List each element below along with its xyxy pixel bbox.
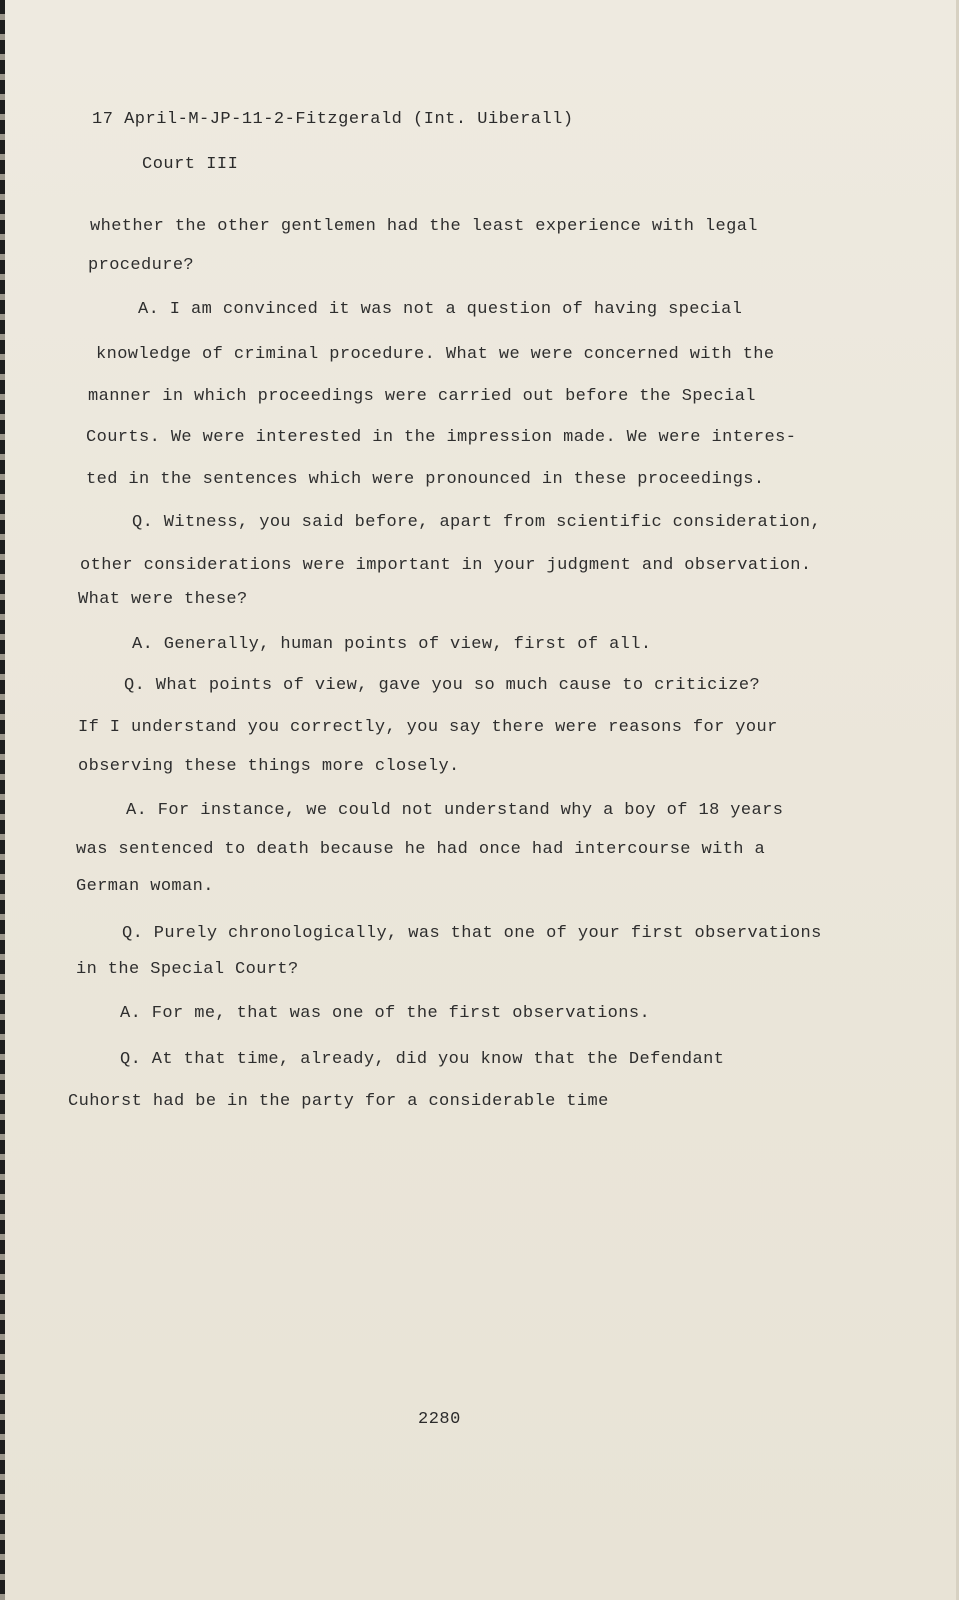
question-line: Q. Witness, you said before, apart from scientific consideration, xyxy=(132,513,822,532)
body-line: procedure? xyxy=(88,256,195,275)
body-line: German woman. xyxy=(76,877,214,896)
answer-line: A. For instance, we could not understand why a boy of 18 years xyxy=(126,801,784,820)
body-line: Courts. We were interested in the impression made. We were interes- xyxy=(86,428,797,447)
binding-edge xyxy=(0,0,5,1600)
body-line: Cuhorst had be in the party for a considerable time xyxy=(68,1092,609,1111)
body-line: ted in the sentences which were pronounced in these proceedings. xyxy=(86,470,765,489)
answer-line: A. I am convinced it was not a question of having special xyxy=(138,300,743,319)
body-line: If I understand you correctly, you say there were reasons for your xyxy=(78,718,778,737)
page-number: 2280 xyxy=(418,1410,461,1429)
document-header: 17 April-M-JP-11-2-Fitzgerald (Int. Uiberall) xyxy=(92,110,574,129)
question-line: Q. Purely chronologically, was that one of your first observations xyxy=(122,924,822,943)
body-line: knowledge of criminal procedure. What we were concerned with the xyxy=(96,345,775,364)
answer-line: A. For me, that was one of the first observations. xyxy=(120,1004,651,1023)
question-line: Q. What points of view, gave you so much cause to criticize? xyxy=(124,676,761,695)
body-line: whether the other gentlemen had the least experience with legal xyxy=(90,217,758,236)
body-line: manner in which proceedings were carried out before the Special xyxy=(88,387,756,406)
body-line: observing these things more closely. xyxy=(78,757,460,776)
body-line: in the Special Court? xyxy=(76,960,299,979)
body-line: was sentenced to death because he had once had intercourse with a xyxy=(76,840,766,859)
body-line: What were these? xyxy=(78,590,248,609)
body-line: other considerations were important in your judgment and observation. xyxy=(80,556,812,575)
answer-line: A. Generally, human points of view, first of all. xyxy=(132,635,652,654)
court-label: Court III xyxy=(142,155,239,174)
question-line: Q. At that time, already, did you know that the Defendant xyxy=(120,1050,725,1069)
